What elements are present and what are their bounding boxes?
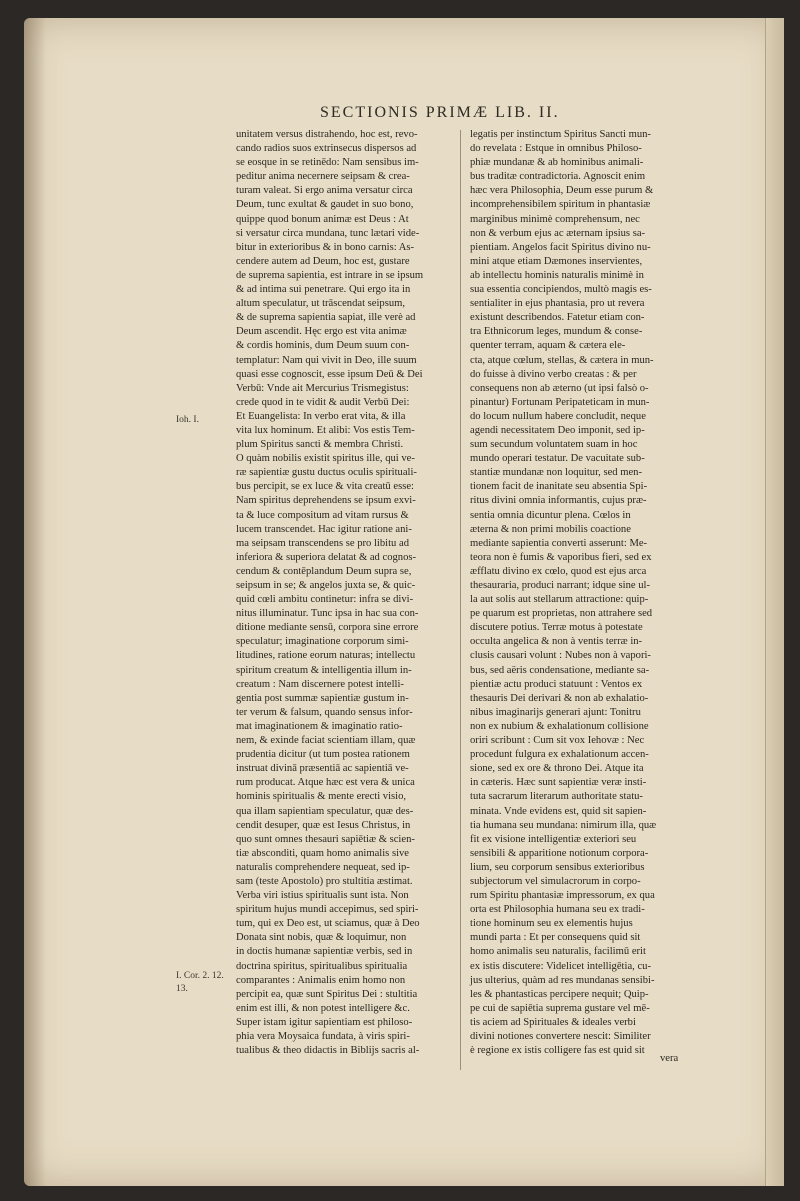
right-column-line: legatis per instinctum Spiritus Sancti mun- <box>470 129 651 140</box>
left-column-line: ter verum & falsum, quando sensus infor- <box>236 706 413 718</box>
right-column-line: pinantur) Fortunam Peripateticam in mun- <box>470 396 650 408</box>
left-column-line: creatum : Nam discernere potest intelli- <box>236 678 404 690</box>
left-column-line: Deum ascendit. Hęc ergo est vita animæ <box>236 326 407 338</box>
left-column-line: mat imaginationem & imaginatio ratio- <box>236 720 403 732</box>
left-column-line: vita lux hominum. Et alibi: Vos estis Tem- <box>236 424 415 436</box>
right-column-line: jus ulterius, quàm ad res mundanas sensibi- <box>470 974 655 986</box>
left-column-line: ræ sapientiæ gustu ductus oculis spirituali- <box>236 467 417 479</box>
left-column-line: hominis spiritualis & mente erecti visio, <box>236 791 407 803</box>
right-column-line: mundo operari testatur. De vacuitate sub- <box>470 453 645 465</box>
left-column-line: & cordis hominis, dum Deum suum con- <box>236 340 410 352</box>
left-column-line: inferiora & superiora delatat & ad cognos- <box>236 551 417 563</box>
left-column-line: tualibus & theo didactis in Biblijs sacris al- <box>236 1045 420 1057</box>
left-column-line: turam valeat. Si ergo anima versatur circa <box>236 185 413 197</box>
right-column-line: minata. Vnde evidens est, quid sit sapien- <box>470 805 647 817</box>
right-column-line: marginibus minimè comprehensum, nec <box>470 213 640 225</box>
left-column-line: peditur anima necernere seipsam & crea- <box>236 171 410 183</box>
right-column-line: mini atque etiam Dæmones inservientes, <box>470 255 643 267</box>
left-column-line: & ad intima sui penetrare. Qui ergo ita in <box>236 284 411 296</box>
left-column-line: gentia post summæ sapientiæ gustum in- <box>236 692 409 704</box>
right-column-line: procedunt fulgura ex exhalationum accen- <box>470 749 649 761</box>
right-column-line: homo animalis seu naturalis, facilimū erit <box>470 946 646 958</box>
left-column-line: Verba viri istius spiritualis sunt ista. Non <box>236 890 409 902</box>
right-column-line: consequens non ab æterno (ut ipsi falsò o- <box>470 382 649 394</box>
left-column-line: templatur: Nam qui vivit in Deo, ille suum <box>236 354 417 366</box>
left-column-line: plum Spiritus sancti & membra Christi. <box>236 439 404 451</box>
left-column-line: Donata sint nobis, quæ & loquimur, non <box>236 932 407 944</box>
right-column-line: pe quarum est proprietas, non attrahere sed <box>470 608 653 620</box>
page-binding-shadow <box>24 18 46 1186</box>
right-column-line: æfflatu divino ex cœlo, quod est ejus arca <box>470 565 647 577</box>
right-column-line: tionem facit de inanitate seu absentia Spi- <box>470 481 648 493</box>
right-column-line: pientiæ actu produci statuunt : Ventos ex <box>470 678 643 690</box>
right-column-line: la aut solis aut stellarum attractione: quip- <box>470 594 649 606</box>
left-column-line: sam (teste Apostolo) pro stultitia æstimat. <box>236 875 413 887</box>
right-column-line: tia humana seu mundana: nimirum illa, quæ <box>470 819 657 831</box>
left-column-line: quid cœli ambitu continetur: infra se divi- <box>236 594 414 606</box>
right-column-line: fit ex visione intelligentiæ exteriori seu <box>470 833 637 845</box>
right-column-line: quenter terram, aquam & cætera ele- <box>470 340 626 352</box>
right-column-line: do locum nullum habere concludit, neque <box>470 410 646 422</box>
left-column-line: Deum, tunc exultat & gaudet in suo bono, <box>236 199 414 211</box>
right-column-line: sensibili & apparitione notionum corpora- <box>470 847 649 859</box>
left-column-line: Verbū: Vnde ait Mercurius Trismegistus: <box>236 382 409 394</box>
left-column-line: Et Euangelista: In verbo erat vita, & illa <box>236 410 406 422</box>
right-column-line: existunt describendos. Fatetur etiam con- <box>470 312 645 324</box>
right-column-line: do revelata : Estque in omnibus Philoso- <box>470 143 642 155</box>
left-column-line: speculatur; imaginatione corporum simi- <box>236 636 409 648</box>
right-column-line: sua essentia concipiendos, multò magis es- <box>470 284 652 296</box>
left-column-line: comparantes : Animalis enim homo non <box>236 974 406 986</box>
left-column-line: altum speculatur, ut trāscendat seipsum, <box>236 298 406 310</box>
right-column-line: mundi parta : Et per consequens quid sit <box>470 932 641 944</box>
right-column-line: stantiæ mundanæ non loquitur, sed men- <box>470 467 643 479</box>
left-column-line: quasi esse cognoscit, esse ipsum Deū & Dei <box>236 368 423 380</box>
right-column-line: tra Ethnicorum leges, mundum & conse- <box>470 326 643 338</box>
left-column-line: Super istam igitur sapientiam est philoso- <box>236 1016 413 1028</box>
right-column-line: les & phantasticas percipere nequit; Quip- <box>470 988 649 1000</box>
left-column-line: naturalis comprehendere nequeat, sed ip- <box>236 861 410 873</box>
left-column-line: quippe quod bonum animæ est Deus : At <box>236 213 409 225</box>
left-column-line: doctrina spiritus, spiritualibus spiritualia <box>236 960 408 972</box>
right-column-line: phiæ mundanæ & ab hominibus animali- <box>470 157 644 169</box>
right-column-line: divini notiones convertere nescit: Similiter <box>470 1031 651 1042</box>
left-column-line: spiritum creatum & intelligentia illum in- <box>236 664 412 676</box>
right-column-line: rum Spiritu phantasiæ impressorum, ex qua <box>470 890 655 902</box>
right-column-line: subjectorum vel simulacrorum in corpo- <box>470 875 641 887</box>
left-text-column <box>236 128 454 1058</box>
left-column-line: cando radios suos extrinsecus dispersos ad <box>236 143 417 155</box>
left-column-line: quo sunt omnes thesauri sapiētiæ & scien- <box>236 833 415 845</box>
left-column-line: nitus illuminatur. Tunc ipsa in hac sua con- <box>236 608 419 620</box>
left-column-line: litudines, ratione eorum naturas; intellectu <box>236 650 416 662</box>
left-column-line: crede quod in te vidit & audit Verbū Dei: <box>236 396 410 408</box>
right-text-column <box>470 128 690 1058</box>
right-column-line: oriri scribunt : Cum sit vox Iehovæ : Nec <box>470 735 645 747</box>
right-column-line: tis aciem ad Spirituales & ideales verbi <box>470 1016 636 1028</box>
right-column-line: do fuisse à divino verbo creatas : & per <box>470 368 637 380</box>
column-rule <box>460 130 461 1070</box>
right-column-line: tione hominum seu ex elementis hujus <box>470 918 633 930</box>
margin-note-john: Ioh. I. <box>176 415 199 425</box>
right-column-line: discutere potius. Terræ motus à potestate <box>470 622 643 634</box>
right-column-line: nibus imaginarijs generari ajunt: Tonitru <box>470 706 641 718</box>
left-column-line: tiæ absconditi, quam homo animalis sive <box>236 847 410 859</box>
margin-note-corinthians: I. Cor. 2. 12. <box>176 971 224 981</box>
right-column-line: ex istis discutere: Videlicet intelligētia, cu- <box>470 960 651 972</box>
right-column-line: æterna & non primi mobilis coactione <box>470 523 631 535</box>
left-column-line: cendere autem ad Deum, hoc est, gustare <box>236 255 410 267</box>
right-column-line: pientiam. Angelos facit Spiritus divino nu- <box>470 241 651 253</box>
left-column-line: & de suprema sapientia sapiat, ille verè ad <box>236 312 416 324</box>
margin-note-verse: 13. <box>176 984 188 994</box>
left-column-line: in doctis humanæ sapientiæ verbis, sed in <box>236 946 413 958</box>
catchword: vera <box>660 1053 679 1064</box>
left-column-line: se eosque in se retinēdo: Nam sensibus im- <box>236 157 419 169</box>
right-column-line: bus, sed aëris condensatione, mediante sa- <box>470 664 650 676</box>
right-column-line: tuta sacrarum literarum authoritate statu- <box>470 791 643 803</box>
left-column-line: seipsum in se; & angelos juxta se, & quic- <box>236 580 416 591</box>
left-column-line: O quàm nobilis existit spiritus ille, qui ve- <box>236 453 415 465</box>
right-column-line: clusis causari volunt : Nubes non à vapori- <box>470 650 651 662</box>
page-fore-edge <box>765 18 784 1186</box>
left-column-line: ditione mediante sensū, corpora sine errore <box>236 622 419 634</box>
left-column-line: bus percipit, se ex luce & vita creatū esse: <box>236 481 414 493</box>
left-column-line: enim est illi, & non potest intelligere &c. <box>236 1002 410 1014</box>
left-column-line: tum, qui ex Deo est, ut sciamus, quæ à Deo <box>236 918 420 930</box>
left-column-line: si versatur circa mundana, tunc lætari vide- <box>236 227 420 239</box>
right-column-line: lium, seu corporum sensibus exterioribus <box>470 861 645 873</box>
left-column-line: instruat divinā præsentiā ac sapientiā ve- <box>236 763 409 775</box>
right-column-line: incomprehensibilem spiritum in phantasiæ <box>470 199 651 211</box>
left-column-line: phia vera Moysaica fundata, à viris spiri- <box>236 1031 410 1042</box>
left-column-line: rum producat. Atque hæc est vera & unica <box>236 777 415 789</box>
left-column-line: prudentia dicitur (ut tum postea rationem <box>236 749 410 761</box>
right-column-line: agendi necessitatem Deo imponit, sed ip- <box>470 424 645 436</box>
left-column-line: cendum & contēplandum Deum supra se, <box>236 565 412 577</box>
right-column-line: teora non è fumis & vaporibus fieri, sed ex <box>470 551 652 563</box>
right-column-line: thesauris Dei derivari & non ab exhalatio- <box>470 692 649 704</box>
right-column-line: è regione ex istis colligere fas est quid sit <box>470 1045 645 1057</box>
right-column-line: pe cui de sapiētia suprema gustare vel mē- <box>470 1002 650 1014</box>
left-column-line: lucem transcendet. Hac igitur ratione ani- <box>236 523 412 535</box>
right-column-line: sione, sed ex ore & throno Dei. Atque ita <box>470 763 644 775</box>
left-column-line: de suprema sapientia, est intrare in se ipsum <box>236 269 424 281</box>
right-column-line: cta, atque cœlum, stellas, & cætera in mun- <box>470 354 654 366</box>
right-column-line: in cæteris. Hæc sunt sapientiæ veræ insti- <box>470 777 647 789</box>
right-column-line: thesauraria, produci narrant; idque sine ul- <box>470 580 651 591</box>
left-column-line: percipit ea, quæ sunt Spiritus Dei : stultitia <box>236 988 418 1000</box>
left-column-line: bitur in exterioribus & in bono carnis: As- <box>236 241 415 253</box>
left-column-line: ta & luce compositum ad vitam rursus & <box>236 509 409 521</box>
right-column-line: ab intellectu hominis naturalis minimè in <box>470 269 644 281</box>
right-column-line: sentialiter in ejus phantasia, pro ut revera <box>470 298 645 310</box>
right-column-line: bus traditæ contradictoria. Agnoscit enim <box>470 171 646 183</box>
left-column-line: Nam spiritus deprehendens se ipsum exvi- <box>236 495 416 507</box>
right-column-line: ritus divini omnia informantis, cujus præ- <box>470 495 647 507</box>
left-column-line: ma seipsam transcendens se pro libitu ad <box>236 537 409 549</box>
running-head: SECTIONIS PRIMÆ LIB. II. <box>320 104 560 121</box>
right-column-line: hæc vera Philosophia, Deum esse purum & <box>470 185 654 197</box>
right-column-line: mediante sapientia converti asserunt: Me- <box>470 537 648 549</box>
right-column-line: sum secundum voluntatem suam in hoc <box>470 439 638 451</box>
right-column-line: occulta angelica & non à ventis terræ in- <box>470 636 643 648</box>
right-column-line: orta est Philosophia humana seu ex tradi- <box>470 904 645 916</box>
left-column-line: unitatem versus distrahendo, hoc est, revo- <box>236 129 418 140</box>
right-column-line: non ex nubium & exhalationum collisione <box>470 720 649 732</box>
left-column-line: qua illam sapientiam speculatur, quæ des- <box>236 805 414 817</box>
right-column-line: non & verbum ejus ac æternam ipsius sa- <box>470 227 646 239</box>
right-column-line: sentia omnia dicuntur plena. Cœlos in <box>470 509 631 521</box>
left-column-line: spiritum hujus mundi accepimus, sed spiri- <box>236 904 419 916</box>
left-column-line: nem, & exinde faciat scientiam illam, quæ <box>236 735 416 747</box>
left-column-line: cendit desuper, quæ est Iesus Christus, in <box>236 819 411 831</box>
